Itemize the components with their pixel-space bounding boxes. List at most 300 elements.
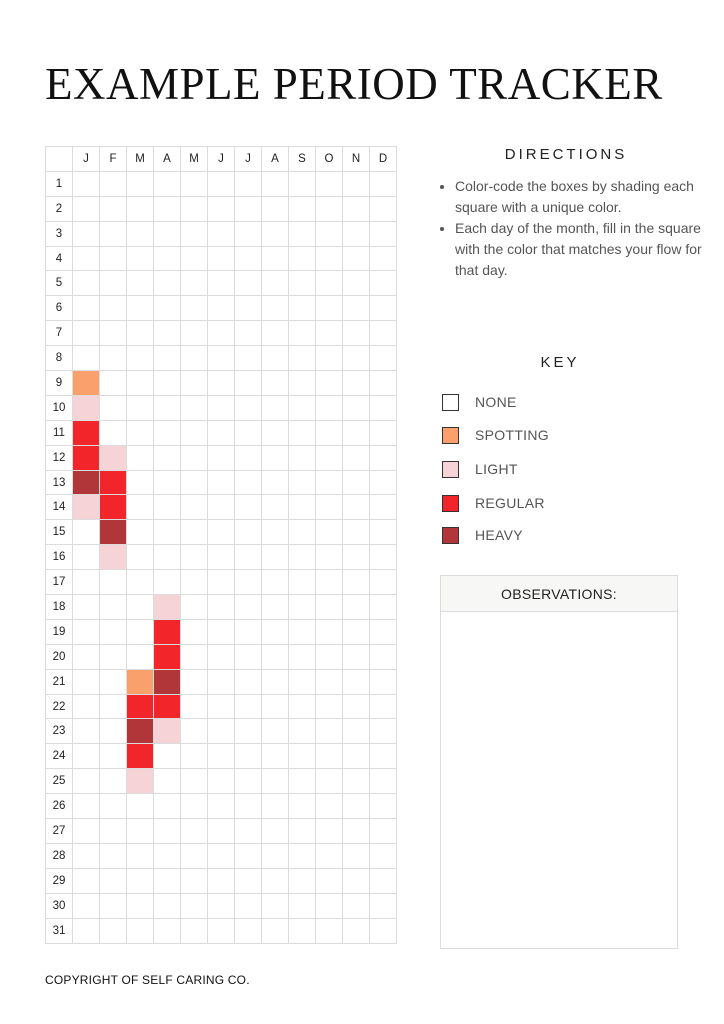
tracker-cell[interactable] [100, 843, 127, 868]
tracker-cell[interactable] [100, 470, 127, 495]
tracker-cell[interactable] [73, 470, 100, 495]
tracker-cell[interactable] [262, 819, 289, 844]
tracker-cell[interactable] [181, 246, 208, 271]
tracker-cell[interactable] [289, 719, 316, 744]
tracker-cell[interactable] [127, 868, 154, 893]
tracker-cell[interactable] [154, 595, 181, 620]
tracker-cell[interactable] [343, 893, 370, 918]
tracker-cell[interactable] [343, 669, 370, 694]
tracker-cell[interactable] [100, 495, 127, 520]
tracker-cell[interactable] [235, 893, 262, 918]
tracker-cell[interactable] [289, 545, 316, 570]
tracker-cell[interactable] [343, 744, 370, 769]
tracker-cell[interactable] [208, 570, 235, 595]
tracker-cell[interactable] [235, 520, 262, 545]
tracker-cell[interactable] [343, 694, 370, 719]
tracker-cell[interactable] [181, 271, 208, 296]
tracker-cell[interactable] [316, 819, 343, 844]
tracker-cell[interactable] [370, 171, 397, 196]
tracker-cell[interactable] [289, 520, 316, 545]
tracker-cell[interactable] [343, 470, 370, 495]
tracker-cell[interactable] [235, 669, 262, 694]
tracker-cell[interactable] [100, 296, 127, 321]
tracker-cell[interactable] [208, 470, 235, 495]
tracker-cell[interactable] [343, 918, 370, 943]
tracker-cell[interactable] [181, 570, 208, 595]
tracker-cell[interactable] [208, 346, 235, 371]
tracker-cell[interactable] [127, 595, 154, 620]
tracker-cell[interactable] [154, 719, 181, 744]
tracker-cell[interactable] [343, 346, 370, 371]
tracker-cell[interactable] [181, 669, 208, 694]
tracker-cell[interactable] [154, 271, 181, 296]
tracker-cell[interactable] [343, 271, 370, 296]
tracker-cell[interactable] [316, 595, 343, 620]
tracker-cell[interactable] [370, 595, 397, 620]
tracker-cell[interactable] [343, 371, 370, 396]
tracker-cell[interactable] [343, 570, 370, 595]
tracker-cell[interactable] [235, 868, 262, 893]
tracker-cell[interactable] [127, 744, 154, 769]
tracker-cell[interactable] [370, 918, 397, 943]
tracker-cell[interactable] [262, 744, 289, 769]
tracker-cell[interactable] [370, 246, 397, 271]
tracker-cell[interactable] [262, 171, 289, 196]
tracker-cell[interactable] [154, 495, 181, 520]
tracker-cell[interactable] [208, 271, 235, 296]
tracker-cell[interactable] [73, 669, 100, 694]
tracker-cell[interactable] [73, 843, 100, 868]
tracker-cell[interactable] [208, 843, 235, 868]
tracker-cell[interactable] [181, 843, 208, 868]
tracker-cell[interactable] [343, 619, 370, 644]
tracker-cell[interactable] [181, 794, 208, 819]
tracker-cell[interactable] [100, 395, 127, 420]
tracker-cell[interactable] [235, 644, 262, 669]
tracker-cell[interactable] [127, 819, 154, 844]
tracker-cell[interactable] [208, 221, 235, 246]
tracker-cell[interactable] [208, 445, 235, 470]
tracker-cell[interactable] [73, 619, 100, 644]
tracker-cell[interactable] [316, 744, 343, 769]
tracker-cell[interactable] [154, 669, 181, 694]
tracker-cell[interactable] [127, 371, 154, 396]
tracker-cell[interactable] [235, 196, 262, 221]
tracker-cell[interactable] [343, 520, 370, 545]
tracker-cell[interactable] [208, 545, 235, 570]
tracker-cell[interactable] [316, 296, 343, 321]
tracker-cell[interactable] [289, 346, 316, 371]
tracker-cell[interactable] [235, 719, 262, 744]
tracker-cell[interactable] [370, 346, 397, 371]
tracker-cell[interactable] [289, 371, 316, 396]
tracker-cell[interactable] [235, 271, 262, 296]
tracker-cell[interactable] [100, 520, 127, 545]
tracker-cell[interactable] [289, 296, 316, 321]
tracker-cell[interactable] [289, 595, 316, 620]
tracker-cell[interactable] [262, 769, 289, 794]
tracker-cell[interactable] [127, 445, 154, 470]
tracker-cell[interactable] [343, 221, 370, 246]
tracker-cell[interactable] [100, 271, 127, 296]
tracker-cell[interactable] [289, 868, 316, 893]
tracker-cell[interactable] [316, 694, 343, 719]
tracker-cell[interactable] [235, 470, 262, 495]
tracker-cell[interactable] [127, 545, 154, 570]
tracker-cell[interactable] [127, 843, 154, 868]
tracker-cell[interactable] [370, 221, 397, 246]
tracker-cell[interactable] [181, 420, 208, 445]
tracker-cell[interactable] [100, 346, 127, 371]
tracker-cell[interactable] [100, 196, 127, 221]
tracker-cell[interactable] [262, 296, 289, 321]
tracker-cell[interactable] [235, 321, 262, 346]
tracker-cell[interactable] [208, 719, 235, 744]
tracker-cell[interactable] [127, 171, 154, 196]
tracker-cell[interactable] [181, 595, 208, 620]
tracker-cell[interactable] [235, 246, 262, 271]
tracker-cell[interactable] [154, 470, 181, 495]
tracker-cell[interactable] [100, 893, 127, 918]
tracker-cell[interactable] [73, 794, 100, 819]
tracker-cell[interactable] [181, 719, 208, 744]
tracker-cell[interactable] [127, 719, 154, 744]
tracker-cell[interactable] [343, 196, 370, 221]
tracker-cell[interactable] [154, 520, 181, 545]
tracker-cell[interactable] [289, 570, 316, 595]
tracker-cell[interactable] [208, 495, 235, 520]
tracker-cell[interactable] [73, 868, 100, 893]
tracker-cell[interactable] [370, 445, 397, 470]
tracker-cell[interactable] [316, 669, 343, 694]
tracker-cell[interactable] [316, 918, 343, 943]
observations-area[interactable] [441, 612, 677, 949]
tracker-cell[interactable] [100, 918, 127, 943]
tracker-cell[interactable] [316, 470, 343, 495]
tracker-cell[interactable] [73, 694, 100, 719]
tracker-cell[interactable] [154, 395, 181, 420]
tracker-cell[interactable] [262, 221, 289, 246]
tracker-cell[interactable] [154, 196, 181, 221]
tracker-cell[interactable] [289, 794, 316, 819]
tracker-cell[interactable] [262, 196, 289, 221]
tracker-cell[interactable] [127, 271, 154, 296]
tracker-cell[interactable] [181, 171, 208, 196]
tracker-cell[interactable] [127, 893, 154, 918]
tracker-cell[interactable] [262, 619, 289, 644]
tracker-cell[interactable] [370, 893, 397, 918]
tracker-cell[interactable] [100, 694, 127, 719]
tracker-cell[interactable] [343, 719, 370, 744]
tracker-cell[interactable] [208, 893, 235, 918]
tracker-cell[interactable] [208, 694, 235, 719]
tracker-cell[interactable] [208, 395, 235, 420]
tracker-cell[interactable] [316, 271, 343, 296]
tracker-cell[interactable] [154, 445, 181, 470]
tracker-cell[interactable] [181, 520, 208, 545]
tracker-cell[interactable] [100, 794, 127, 819]
tracker-cell[interactable] [262, 246, 289, 271]
tracker-cell[interactable] [154, 619, 181, 644]
tracker-cell[interactable] [208, 619, 235, 644]
tracker-cell[interactable] [316, 644, 343, 669]
tracker-cell[interactable] [370, 644, 397, 669]
tracker-cell[interactable] [100, 420, 127, 445]
tracker-cell[interactable] [262, 520, 289, 545]
tracker-cell[interactable] [127, 321, 154, 346]
tracker-cell[interactable] [73, 719, 100, 744]
tracker-cell[interactable] [343, 868, 370, 893]
tracker-cell[interactable] [154, 794, 181, 819]
tracker-cell[interactable] [235, 545, 262, 570]
tracker-cell[interactable] [208, 669, 235, 694]
tracker-cell[interactable] [343, 769, 370, 794]
tracker-cell[interactable] [73, 246, 100, 271]
tracker-cell[interactable] [370, 545, 397, 570]
tracker-cell[interactable] [316, 619, 343, 644]
tracker-cell[interactable] [208, 371, 235, 396]
tracker-cell[interactable] [100, 221, 127, 246]
tracker-cell[interactable] [262, 470, 289, 495]
tracker-cell[interactable] [154, 644, 181, 669]
tracker-cell[interactable] [181, 644, 208, 669]
tracker-cell[interactable] [127, 420, 154, 445]
tracker-cell[interactable] [208, 794, 235, 819]
tracker-cell[interactable] [235, 694, 262, 719]
tracker-cell[interactable] [262, 321, 289, 346]
tracker-cell[interactable] [100, 868, 127, 893]
tracker-cell[interactable] [181, 893, 208, 918]
tracker-cell[interactable] [208, 769, 235, 794]
tracker-cell[interactable] [73, 271, 100, 296]
tracker-cell[interactable] [370, 395, 397, 420]
tracker-cell[interactable] [154, 570, 181, 595]
tracker-cell[interactable] [73, 296, 100, 321]
tracker-cell[interactable] [370, 420, 397, 445]
tracker-cell[interactable] [289, 619, 316, 644]
tracker-cell[interactable] [316, 321, 343, 346]
tracker-cell[interactable] [316, 246, 343, 271]
tracker-cell[interactable] [208, 819, 235, 844]
tracker-cell[interactable] [343, 246, 370, 271]
tracker-cell[interactable] [127, 769, 154, 794]
tracker-cell[interactable] [235, 794, 262, 819]
tracker-cell[interactable] [289, 196, 316, 221]
tracker-cell[interactable] [289, 669, 316, 694]
tracker-cell[interactable] [73, 371, 100, 396]
tracker-cell[interactable] [181, 619, 208, 644]
tracker-cell[interactable] [154, 819, 181, 844]
tracker-cell[interactable] [181, 819, 208, 844]
tracker-cell[interactable] [154, 893, 181, 918]
tracker-cell[interactable] [289, 420, 316, 445]
tracker-cell[interactable] [127, 196, 154, 221]
tracker-cell[interactable] [127, 619, 154, 644]
tracker-cell[interactable] [208, 868, 235, 893]
tracker-cell[interactable] [289, 221, 316, 246]
tracker-cell[interactable] [370, 371, 397, 396]
tracker-cell[interactable] [316, 570, 343, 595]
tracker-cell[interactable] [343, 819, 370, 844]
tracker-cell[interactable] [154, 868, 181, 893]
tracker-cell[interactable] [100, 719, 127, 744]
tracker-cell[interactable] [262, 570, 289, 595]
tracker-cell[interactable] [370, 843, 397, 868]
tracker-cell[interactable] [208, 196, 235, 221]
tracker-cell[interactable] [370, 495, 397, 520]
tracker-cell[interactable] [73, 769, 100, 794]
tracker-cell[interactable] [127, 221, 154, 246]
tracker-cell[interactable] [100, 644, 127, 669]
tracker-cell[interactable] [154, 296, 181, 321]
tracker-cell[interactable] [316, 769, 343, 794]
tracker-cell[interactable] [127, 669, 154, 694]
tracker-cell[interactable] [343, 843, 370, 868]
tracker-cell[interactable] [289, 445, 316, 470]
tracker-cell[interactable] [370, 321, 397, 346]
tracker-cell[interactable] [154, 246, 181, 271]
tracker-cell[interactable] [154, 769, 181, 794]
tracker-cell[interactable] [181, 445, 208, 470]
tracker-cell[interactable] [154, 346, 181, 371]
tracker-cell[interactable] [73, 520, 100, 545]
tracker-cell[interactable] [316, 794, 343, 819]
tracker-cell[interactable] [262, 669, 289, 694]
tracker-cell[interactable] [370, 744, 397, 769]
tracker-cell[interactable] [208, 520, 235, 545]
tracker-cell[interactable] [73, 395, 100, 420]
tracker-cell[interactable] [262, 395, 289, 420]
tracker-cell[interactable] [208, 321, 235, 346]
tracker-cell[interactable] [289, 171, 316, 196]
tracker-cell[interactable] [127, 470, 154, 495]
tracker-cell[interactable] [73, 595, 100, 620]
tracker-cell[interactable] [181, 321, 208, 346]
tracker-cell[interactable] [73, 221, 100, 246]
tracker-cell[interactable] [181, 694, 208, 719]
tracker-cell[interactable] [154, 221, 181, 246]
tracker-cell[interactable] [127, 296, 154, 321]
tracker-cell[interactable] [343, 445, 370, 470]
tracker-cell[interactable] [100, 669, 127, 694]
tracker-cell[interactable] [154, 420, 181, 445]
tracker-cell[interactable] [154, 545, 181, 570]
tracker-cell[interactable] [73, 819, 100, 844]
tracker-cell[interactable] [343, 420, 370, 445]
tracker-cell[interactable] [154, 371, 181, 396]
tracker-cell[interactable] [235, 221, 262, 246]
tracker-cell[interactable] [181, 769, 208, 794]
tracker-cell[interactable] [181, 470, 208, 495]
tracker-cell[interactable] [154, 843, 181, 868]
tracker-cell[interactable] [181, 296, 208, 321]
tracker-cell[interactable] [262, 545, 289, 570]
tracker-cell[interactable] [100, 744, 127, 769]
tracker-cell[interactable] [370, 719, 397, 744]
tracker-cell[interactable] [316, 893, 343, 918]
tracker-cell[interactable] [370, 868, 397, 893]
tracker-cell[interactable] [262, 794, 289, 819]
tracker-cell[interactable] [343, 296, 370, 321]
tracker-cell[interactable] [370, 296, 397, 321]
tracker-cell[interactable] [262, 694, 289, 719]
tracker-cell[interactable] [343, 644, 370, 669]
tracker-cell[interactable] [127, 246, 154, 271]
tracker-cell[interactable] [262, 719, 289, 744]
tracker-cell[interactable] [73, 196, 100, 221]
tracker-cell[interactable] [235, 595, 262, 620]
tracker-cell[interactable] [208, 296, 235, 321]
tracker-cell[interactable] [289, 769, 316, 794]
tracker-cell[interactable] [235, 744, 262, 769]
tracker-cell[interactable] [235, 918, 262, 943]
tracker-cell[interactable] [289, 495, 316, 520]
tracker-cell[interactable] [370, 520, 397, 545]
tracker-cell[interactable] [289, 470, 316, 495]
tracker-cell[interactable] [73, 420, 100, 445]
tracker-cell[interactable] [289, 321, 316, 346]
tracker-cell[interactable] [262, 495, 289, 520]
tracker-cell[interactable] [316, 420, 343, 445]
tracker-cell[interactable] [73, 171, 100, 196]
tracker-cell[interactable] [289, 744, 316, 769]
tracker-cell[interactable] [370, 694, 397, 719]
tracker-cell[interactable] [316, 719, 343, 744]
tracker-cell[interactable] [289, 395, 316, 420]
tracker-cell[interactable] [262, 595, 289, 620]
tracker-cell[interactable] [316, 843, 343, 868]
tracker-cell[interactable] [316, 868, 343, 893]
tracker-cell[interactable] [208, 171, 235, 196]
tracker-cell[interactable] [100, 246, 127, 271]
tracker-cell[interactable] [127, 644, 154, 669]
tracker-cell[interactable] [127, 520, 154, 545]
tracker-cell[interactable] [262, 420, 289, 445]
tracker-cell[interactable] [181, 545, 208, 570]
tracker-cell[interactable] [100, 570, 127, 595]
tracker-cell[interactable] [343, 595, 370, 620]
tracker-cell[interactable] [73, 918, 100, 943]
tracker-cell[interactable] [181, 918, 208, 943]
tracker-cell[interactable] [154, 918, 181, 943]
tracker-cell[interactable] [262, 918, 289, 943]
tracker-cell[interactable] [181, 395, 208, 420]
tracker-cell[interactable] [235, 445, 262, 470]
tracker-cell[interactable] [289, 819, 316, 844]
tracker-cell[interactable] [208, 420, 235, 445]
tracker-cell[interactable] [316, 221, 343, 246]
tracker-cell[interactable] [235, 619, 262, 644]
tracker-cell[interactable] [370, 196, 397, 221]
tracker-cell[interactable] [316, 445, 343, 470]
tracker-cell[interactable] [100, 321, 127, 346]
tracker-cell[interactable] [73, 346, 100, 371]
tracker-cell[interactable] [235, 843, 262, 868]
tracker-cell[interactable] [100, 819, 127, 844]
tracker-cell[interactable] [235, 171, 262, 196]
tracker-cell[interactable] [343, 794, 370, 819]
tracker-cell[interactable] [100, 619, 127, 644]
tracker-cell[interactable] [343, 395, 370, 420]
tracker-cell[interactable] [73, 644, 100, 669]
tracker-cell[interactable] [181, 196, 208, 221]
tracker-cell[interactable] [316, 196, 343, 221]
tracker-cell[interactable] [316, 495, 343, 520]
tracker-cell[interactable] [127, 346, 154, 371]
tracker-cell[interactable] [235, 346, 262, 371]
tracker-cell[interactable] [100, 595, 127, 620]
tracker-cell[interactable] [235, 371, 262, 396]
